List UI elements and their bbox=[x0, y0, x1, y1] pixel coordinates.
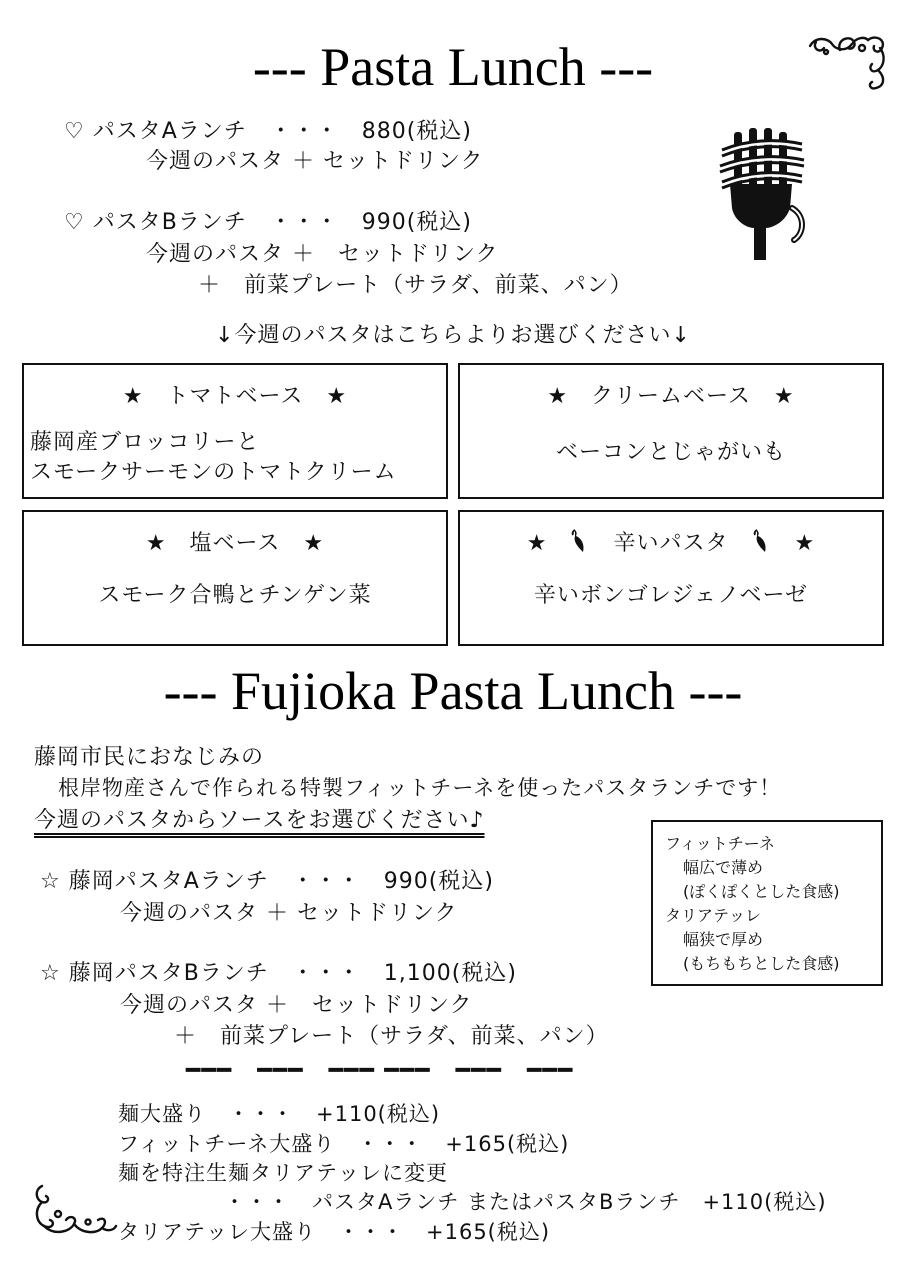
spicy-pasta-box bbox=[458, 510, 884, 646]
note-fettuccine: フィットチーネ bbox=[665, 834, 775, 853]
spicy-pasta-line1: 辛いボンゴレジェノベーゼ bbox=[533, 583, 809, 608]
salt-base-header: ★ 塩ベース ★ bbox=[145, 531, 325, 556]
option-change-tagliatelle: 麺を特注生麺タリアテッレに変更 bbox=[118, 1161, 448, 1185]
star-right: ★ bbox=[794, 531, 816, 556]
pasta-a-lunch-item: ♡ パスタAランチ ・・・ 880(税込) bbox=[64, 119, 472, 144]
chili-pepper-icon bbox=[569, 528, 591, 554]
cream-base-line1: ベーコンとじゃがいも bbox=[555, 440, 786, 465]
fork-with-pasta-icon bbox=[716, 128, 808, 262]
spicy-pasta-header bbox=[460, 526, 882, 557]
pasta-b-lunch-item: ♡ パスタBランチ ・・・ 990(税込) bbox=[64, 210, 472, 235]
tomato-base-header: ★ トマトベース ★ bbox=[122, 384, 348, 409]
fujioka-a-lunch-item: ☆ 藤岡パスタAランチ ・・・ 990(税込) bbox=[40, 869, 494, 894]
chili-pepper-icon bbox=[751, 528, 773, 554]
option-large-fettuccine: フィットチーネ大盛り ・・・ +165(税込) bbox=[118, 1132, 570, 1156]
spicy-pasta-label: 辛いパスタ bbox=[613, 531, 729, 556]
note-tagliatelle-desc: 幅狭で厚め bbox=[683, 930, 764, 949]
note-fettuccine-desc: 幅広で薄め bbox=[683, 858, 764, 877]
noodle-notes-box bbox=[651, 820, 883, 986]
fujioka-b-lunch-desc2: ＋ 前菜プレート（サラダ、前菜、パン） bbox=[174, 1024, 609, 1049]
intro-line2: 根岸物産さんで作られる特製フィットチーネを使ったパスタランチです！ bbox=[58, 776, 782, 800]
pasta-b-lunch-desc2: ＋ 前菜プレート（サラダ、前菜、パン） bbox=[198, 273, 633, 298]
flourish-ornament-bottom-left bbox=[30, 1180, 120, 1242]
tomato-base-box bbox=[22, 363, 448, 499]
cream-base-box bbox=[458, 363, 884, 499]
pasta-lunch-title: --- Pasta Lunch --- bbox=[252, 37, 654, 97]
pasta-a-lunch-desc: 今週のパスタ ＋ セットドリンク bbox=[146, 149, 484, 174]
cream-base-header: ★ クリームベース ★ bbox=[547, 384, 795, 409]
choose-pasta-instruction: ↓今週のパスタはこちらよりお選びください↓ bbox=[215, 323, 691, 348]
note-fettuccine-texture: (ぽくぽくとした食感) bbox=[683, 882, 840, 901]
fujioka-pasta-lunch-title: --- Fujioka Pasta Lunch --- bbox=[163, 661, 743, 721]
fujioka-a-lunch-desc: 今週のパスタ ＋ セットドリンク bbox=[120, 901, 458, 926]
star-left: ★ bbox=[526, 531, 548, 556]
note-tagliatelle: タリアテッレ bbox=[665, 906, 762, 925]
intro-line3: 今週のパスタからソースをお選びください♪ bbox=[34, 808, 485, 833]
fujioka-b-lunch-item: ☆ 藤岡パスタBランチ ・・・ 1,100(税込) bbox=[40, 961, 517, 986]
note-tagliatelle-texture: (もちもちとした食感) bbox=[683, 954, 840, 973]
tomato-base-line1: 藤岡産ブロッコリーと bbox=[30, 430, 260, 455]
fujioka-b-lunch-desc: 今週のパスタ ＋ セットドリンク bbox=[120, 993, 473, 1018]
intro-line1: 藤岡市民におなじみの bbox=[34, 745, 265, 770]
tomato-base-line2: スモークサーモンのトマトクリーム bbox=[30, 460, 397, 485]
section-divider: ━━━ ━━━ ━━━ ━━━ ━━━ ━━━ bbox=[186, 1056, 574, 1084]
option-large-tagliatelle: タリアテッレ大盛り ・・・ +165(税込) bbox=[118, 1220, 551, 1244]
pasta-b-lunch-desc: 今週のパスタ ＋ セットドリンク bbox=[146, 242, 499, 267]
option-large-noodles: 麺大盛り ・・・ +110(税込) bbox=[118, 1102, 441, 1126]
salt-base-box bbox=[22, 510, 448, 646]
option-change-tagliatelle-price: ・・・ パスタAランチ またはパスタBランチ +110(税込) bbox=[224, 1190, 827, 1214]
salt-base-line1: スモーク合鴨とチンゲン菜 bbox=[98, 583, 372, 608]
